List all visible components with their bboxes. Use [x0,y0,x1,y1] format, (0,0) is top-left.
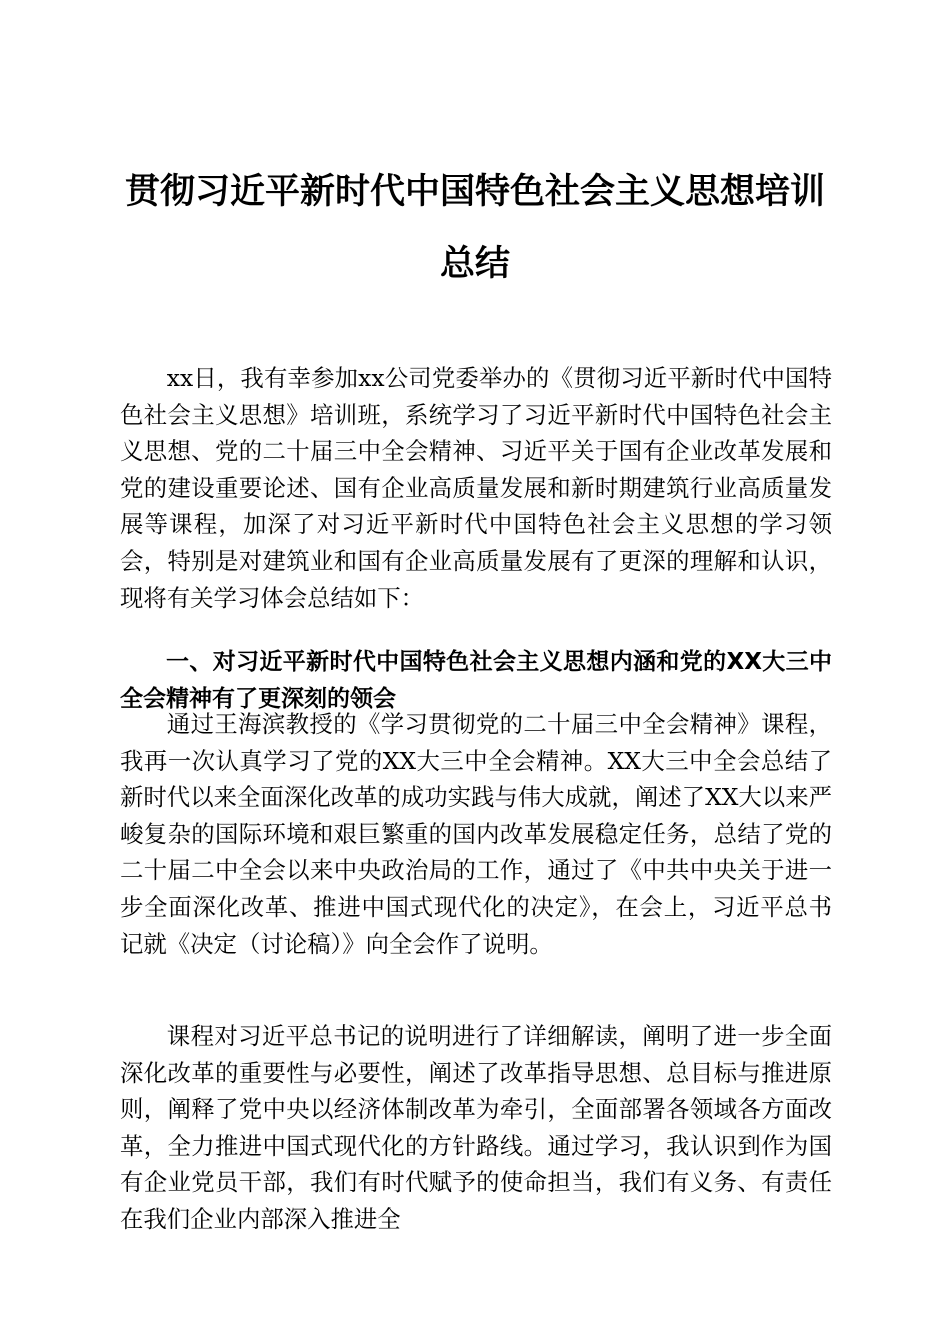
paragraph-section1-a: 通过王海滨教授的《学习贯彻党的二十届三中全会精神》课程，我再一次认真学习了党的XX大三中全会精神。XX大三中全会总结了新时代以来全面深化改革的成功实践与伟大成就，阐述了XX大以来严峻复杂的国际环境和艰巨繁重的国内改革发展稳定任务，总结了党的二十届二中全会以来中央政治局的工作，通过了《中共中央关于进一步全面深化改革、推进中国式现代化的决定》，在会上，习近平总书记就《决定（讨论稿）》向全会作了说明。 [120,710,832,958]
paragraph-section1-b: 课程对习近平总书记的说明进行了详细解读，阐明了进一步全面深化改革的重要性与必要性，阐述了改革指导思想、总目标与推进原则，阐释了党中央以经济体制改革为牵引，全面部署各领域各方面改革，全力推进中国式现代化的方针路线。通过学习，我认识到作为国有企业党员干部，我们有时代赋予的使命担当，我们有义务、有责任在我们企业内部深入推进全 [120,1022,832,1233]
paragraph-intro: xx日，我有幸参加xx公司党委举办的《贯彻习近平新时代中国特色社会主义思想》培训班，系统学习了习近平新时代中国特色社会主义思想、党的二十届三中全会精神、习近平关于国有企业改革发展和党的建设重要论述、国有企业高质量发展和新时期建筑行业高质量发展等课程，加深了对习近平新时代中国特色社会主义思想的学习领会，特别是对建筑业和国有企业高质量发展有了更深的理解和认识，现将有关学习体会总结如下： [120,364,832,612]
section-heading-1: 一、对习近平新时代中国特色社会主义思想内涵和党的XX大三中全会精神有了更深刻的领会 [120,649,832,712]
document-title-line-2: 总结 [439,243,510,284]
document-title-line-1: 贯彻习近平新时代中国特色社会主义思想培训 [124,171,825,212]
